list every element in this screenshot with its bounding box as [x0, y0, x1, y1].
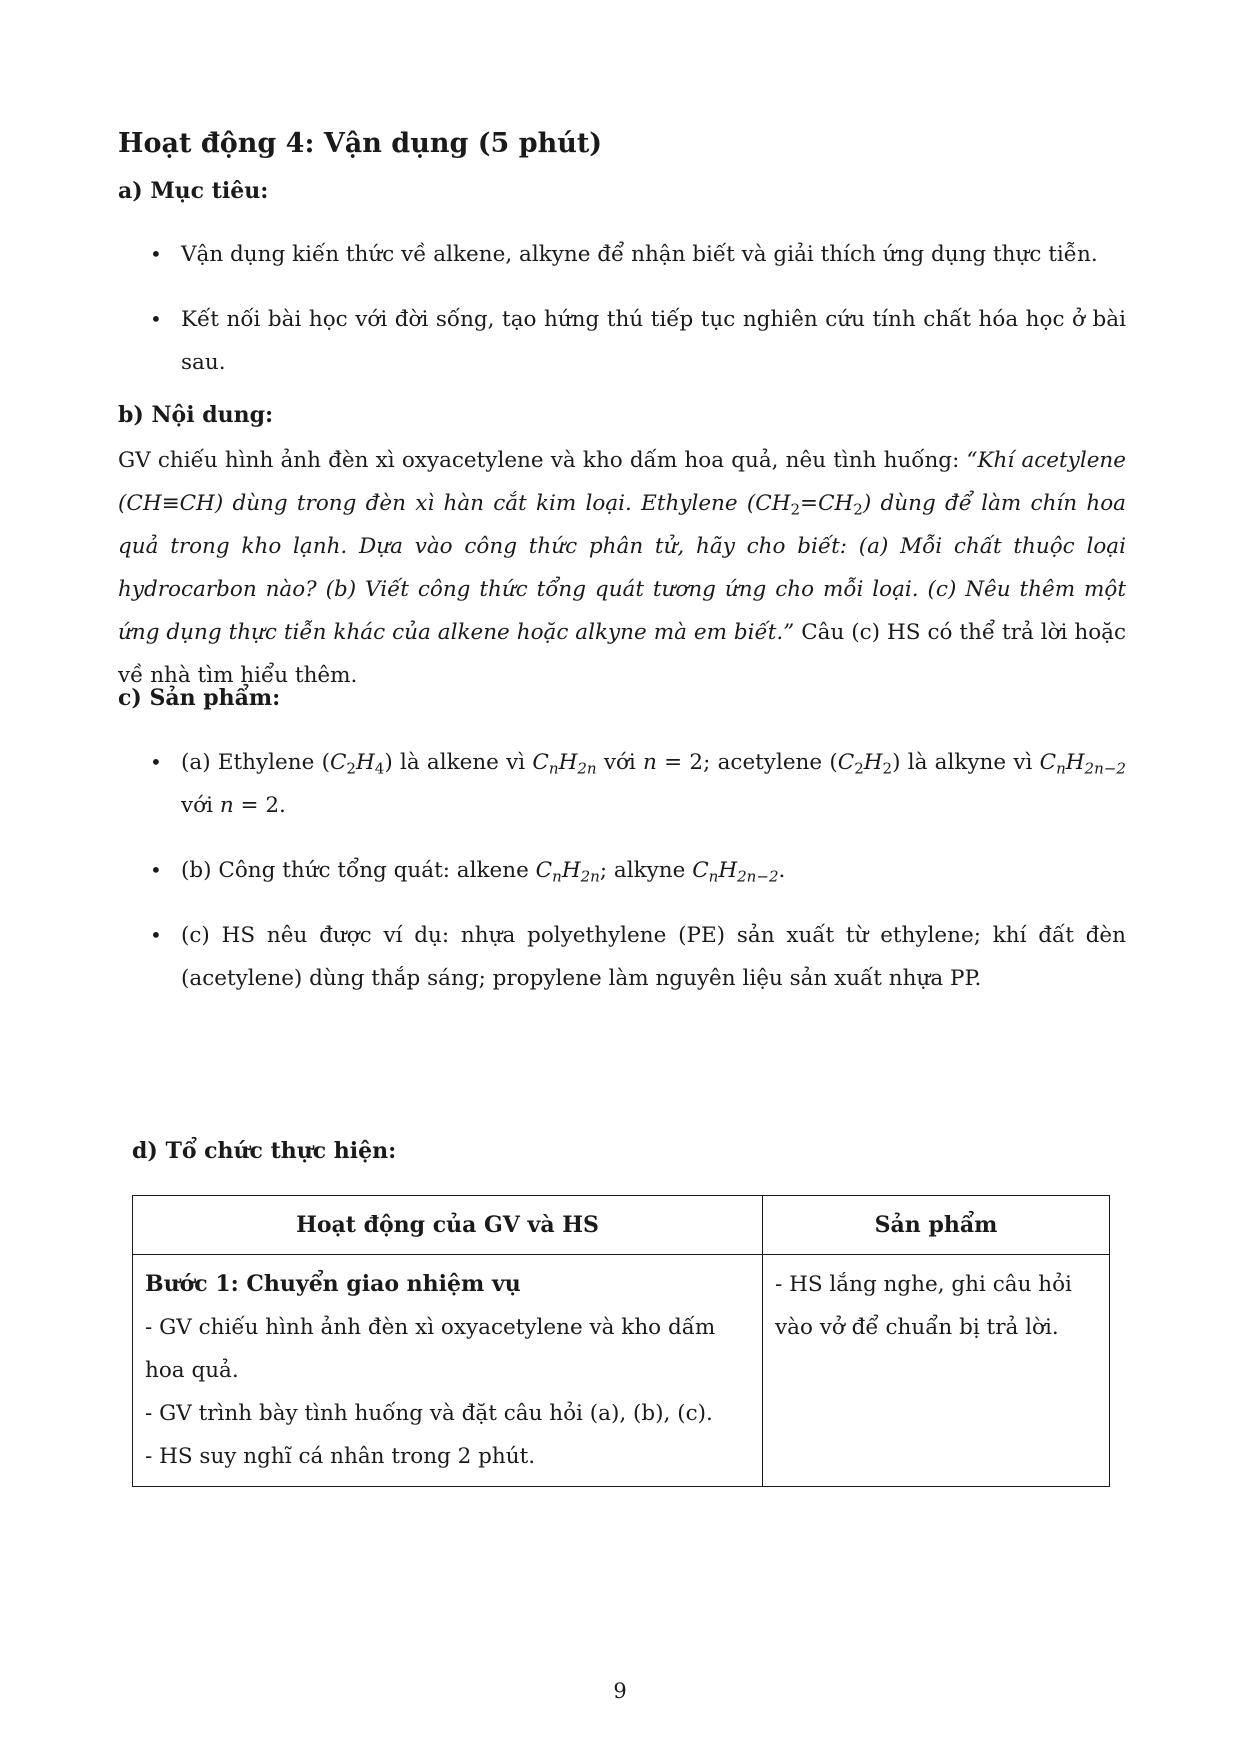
list-item: • Kết nối bài học với đời sống, tạo hứng thú tiếp tục nghiên cứu tính chất hóa học ở bài sau.: [118, 298, 1126, 384]
activity-title: Hoạt động 4: Vận dụng (5 phút): [118, 128, 603, 159]
content-tail: Câu (c) HS có thể trả lời hoặc về nhà tìm hiểu thêm.: [118, 620, 1127, 688]
products-list: [118, 741, 1126, 1022]
section-d-heading: d) Tổ chức thực hiện:: [132, 1138, 397, 1164]
product-cell: - HS lắng nghe, ghi câu hỏi vào vở để chuẩn bị trả lời.: [763, 1255, 1110, 1487]
page-number: 9: [613, 1679, 627, 1703]
list-item: • Vận dụng kiến thức về alkene, alkyne để nhận biết và giải thích ứng dụng thực tiễn.: [118, 233, 1126, 276]
column-header-activities: Hoạt động của GV và HS: [133, 1196, 763, 1255]
content-intro: GV chiếu hình ảnh đèn xì oxyacetylene và kho dấm hoa quả, nêu tình huống:: [118, 448, 967, 473]
list-item: • (b) Công thức tổng quát: alkene $C_nH_{2n}$; alkyne $C_nH_{2n-2}$.: [118, 849, 1126, 892]
activity-line: - HS suy nghĩ cá nhân trong 2 phút.: [145, 1444, 536, 1469]
list-item: • (a) Ethylene $(C_2H_4)$ là alkene vì $C_nH_{2n}$ với n = 2; acetylene $(C_2H_2)$ là alkyne vì $C_nH_{2n-2}$ với n = 2.: [118, 741, 1126, 827]
section-b-heading: b) Nội dung:: [118, 402, 274, 428]
column-header-products: Sản phẩm: [763, 1196, 1110, 1255]
situation-quote: “Khí acetylene (CH≡CH) dùng trong đèn xì hàn cắt kim loại. Ethylene $(CH_2=CH_2)$ dùng để làm chín hoa quả trong kho lạnh. Dựa vào công thức phân tử, hãy cho biết: (a) Mỗi chất thuộc loại hydrocarbon nào? (b) Viết công thức tổng quát tương ứng cho mỗi loại. (c) Nêu thêm một ứng dụng thực tiễn khác của alkene hoặc alkyne mà em biết.”: [118, 448, 1126, 645]
activity-line: - GV trình bày tình huống và đặt câu hỏi (a), (b), (c).: [145, 1401, 713, 1426]
content-paragraph: [118, 439, 1126, 697]
organization-table: [132, 1195, 1110, 1487]
activity-line: - GV chiếu hình ảnh đèn xì oxyacetylene và kho dấm hoa quả.: [145, 1315, 716, 1383]
table-row: [133, 1255, 1110, 1487]
ethylene-formula: $CH_2=CH_2$: [755, 491, 863, 519]
objectives-list: [118, 233, 1126, 406]
table-header-row: [133, 1196, 1110, 1255]
section-a-heading: a) Mục tiêu:: [118, 178, 269, 204]
section-c-heading: c) Sản phẩm:: [118, 685, 281, 711]
acetylene-formula: CH≡CH: [126, 491, 215, 516]
list-item: • (c) HS nêu được ví dụ: nhựa polyethylene (PE) sản xuất từ ethylene; khí đất đèn (acetylene) dùng thắp sáng; propylene làm nguyên liệu sản xuất nhựa PP.: [118, 914, 1126, 1000]
step-title: Bước 1: Chuyển giao nhiệm vụ: [145, 1271, 521, 1297]
activities-cell: [133, 1255, 763, 1487]
